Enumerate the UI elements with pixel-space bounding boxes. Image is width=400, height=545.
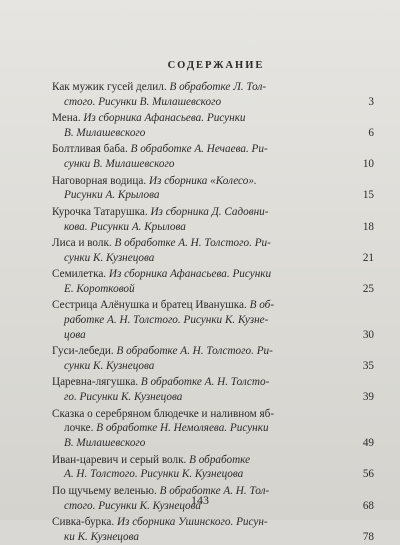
entry-title: По щучьему веленью. (52, 484, 160, 497)
toc-entry-line (52, 390, 352, 405)
entry-credit: сунки К. Кузнецова (64, 251, 155, 264)
toc-entry-line (52, 298, 352, 313)
table-of-contents (52, 80, 380, 545)
toc-entry (52, 205, 380, 235)
toc-entry-line (52, 467, 352, 482)
entry-title: Сестрица Алёнушка и братец Иванушка. (52, 299, 250, 312)
toc-entry (52, 407, 380, 451)
entry-credit: Из сборника Д. Садовни- (150, 205, 269, 218)
entry-credit: В обработке (189, 453, 251, 466)
entry-page-number: 21 (362, 251, 374, 264)
entry-page-number: 18 (362, 220, 374, 233)
entry-credit: кова. Рисунки А. Крылова (64, 220, 186, 233)
toc-entry-line (52, 80, 352, 95)
entry-credit: Е. Коротковой (64, 282, 135, 295)
contents-heading: СОДЕРЖАНИЕ (167, 60, 265, 71)
entry-page-number: 10 (362, 158, 374, 171)
entry-page-number: 68 (362, 499, 374, 512)
toc-entry-line (52, 407, 352, 422)
entry-credit: В обработке А. Н. Тол- (159, 484, 270, 497)
toc-entry-line (52, 282, 352, 297)
entry-credit: стого. Рисунки В. Милашевского (64, 95, 222, 108)
toc-entry (52, 298, 380, 342)
toc-entry-line (52, 421, 352, 436)
toc-entry-line (52, 236, 352, 251)
entry-title: Болтливая баба. (52, 143, 131, 156)
toc-entry-line (52, 126, 352, 141)
entry-credit: цова (64, 328, 86, 341)
entry-credit: В обработке А. Н. Толстого. Ри- (116, 345, 273, 358)
toc-entry-line (52, 530, 352, 545)
toc-entry (52, 142, 380, 172)
toc-entry-line (52, 220, 352, 235)
entry-credit: Из сборника Афанасьева. Рисунки (108, 268, 272, 281)
toc-entry-line (52, 188, 352, 203)
entry-credit: работке А. Н. Толстого. Рисунки К. Кузне- (64, 314, 269, 327)
toc-entry-line (52, 205, 352, 220)
entry-title: Мена. (52, 112, 84, 125)
entry-page-number: 25 (362, 282, 374, 295)
entry-credit: Рисунки А. Крылова (64, 189, 160, 202)
toc-entry (52, 375, 380, 405)
toc-entry-line (52, 174, 352, 189)
entry-credit: го. Рисунки К. Кузнецова (64, 391, 183, 404)
toc-entry-line (52, 436, 352, 451)
entry-credit: В обработке Н. Немоляева. Рисунки (96, 422, 269, 435)
entry-credit: сунки В. Милашевского (64, 158, 175, 171)
toc-entry (52, 174, 380, 204)
entry-page-number: 6 (368, 126, 374, 139)
toc-entry-line (52, 375, 352, 390)
toc-entry-line (52, 95, 352, 110)
toc-entry (52, 80, 380, 110)
entry-title: Сивка-бурка. (52, 516, 117, 529)
toc-entry-line (52, 251, 352, 266)
entry-credit: стого. Рисунки К. Кузнецова (64, 499, 202, 512)
entry-credit: В обработке А. Нечаева. Ри- (130, 143, 268, 156)
entry-page-number: 35 (362, 360, 374, 373)
entry-credit: Из сборника Ушинского. Рисун- (116, 516, 268, 529)
toc-entry (52, 515, 380, 545)
entry-credit: В. Милашевского (64, 126, 146, 139)
entry-title: лочке. (64, 422, 97, 435)
toc-entry-line (52, 328, 352, 343)
toc-entry-line (52, 359, 352, 374)
toc-entry (52, 344, 380, 374)
toc-entry-line (52, 142, 352, 157)
entry-credit: А. Н. Толстого. Рисунки К. Кузнецова (64, 468, 244, 481)
entry-page-number: 3 (368, 95, 374, 108)
entry-credit: В об- (249, 299, 275, 312)
entry-title: Царевна-лягушка. (52, 376, 141, 389)
entry-credit: В обработке А. Н. Толсто- (140, 376, 270, 389)
entry-title: Гуси-лебеди. (52, 345, 117, 358)
entry-page-number: 78 (362, 530, 374, 543)
entry-credit: В обработке А. Н. Толстого. Ри- (114, 236, 271, 249)
toc-entry-line (52, 157, 352, 172)
page-number: 143 (191, 493, 209, 507)
toc-entry (52, 267, 380, 297)
entry-title: Лиса и волк. (52, 236, 115, 249)
entry-credit: Из сборника Афанасьева. Рисунки (83, 112, 246, 125)
entry-title: Наговорная водица. (52, 174, 149, 187)
entry-page-number: 39 (362, 391, 374, 404)
entry-title: Иван-царевич и серый волк. (52, 453, 190, 466)
toc-entry-line (52, 344, 352, 359)
toc-entry-line (52, 313, 352, 328)
entry-credit: Из сборника «Колесо». (148, 174, 257, 187)
entry-page-number: 49 (362, 437, 374, 450)
toc-entry-line (52, 267, 352, 282)
entry-credit: ки К. Кузнецова (64, 530, 139, 543)
toc-entry-line (52, 515, 352, 530)
toc-entry-line (52, 111, 352, 126)
entry-title: Как мужик гусей делил. (52, 81, 170, 93)
toc-entry (52, 236, 380, 266)
entry-title: Сказка о серебряном блюдечке и наливном яб- (52, 407, 275, 420)
entry-page-number: 56 (362, 468, 374, 481)
toc-entry (52, 111, 380, 141)
entry-credit: В обработке Л. Тол- (169, 81, 267, 93)
entry-page-number: 15 (362, 189, 374, 202)
toc-entry-line (52, 453, 352, 468)
toc-entry (52, 453, 380, 483)
entry-title: Семилетка. (52, 268, 109, 281)
entry-title: Курочка Татарушка. (52, 205, 151, 218)
entry-credit: сунки К. Кузнецова (64, 360, 155, 373)
entry-page-number: 30 (362, 328, 374, 341)
entry-credit: В. Милашевского (64, 437, 146, 450)
